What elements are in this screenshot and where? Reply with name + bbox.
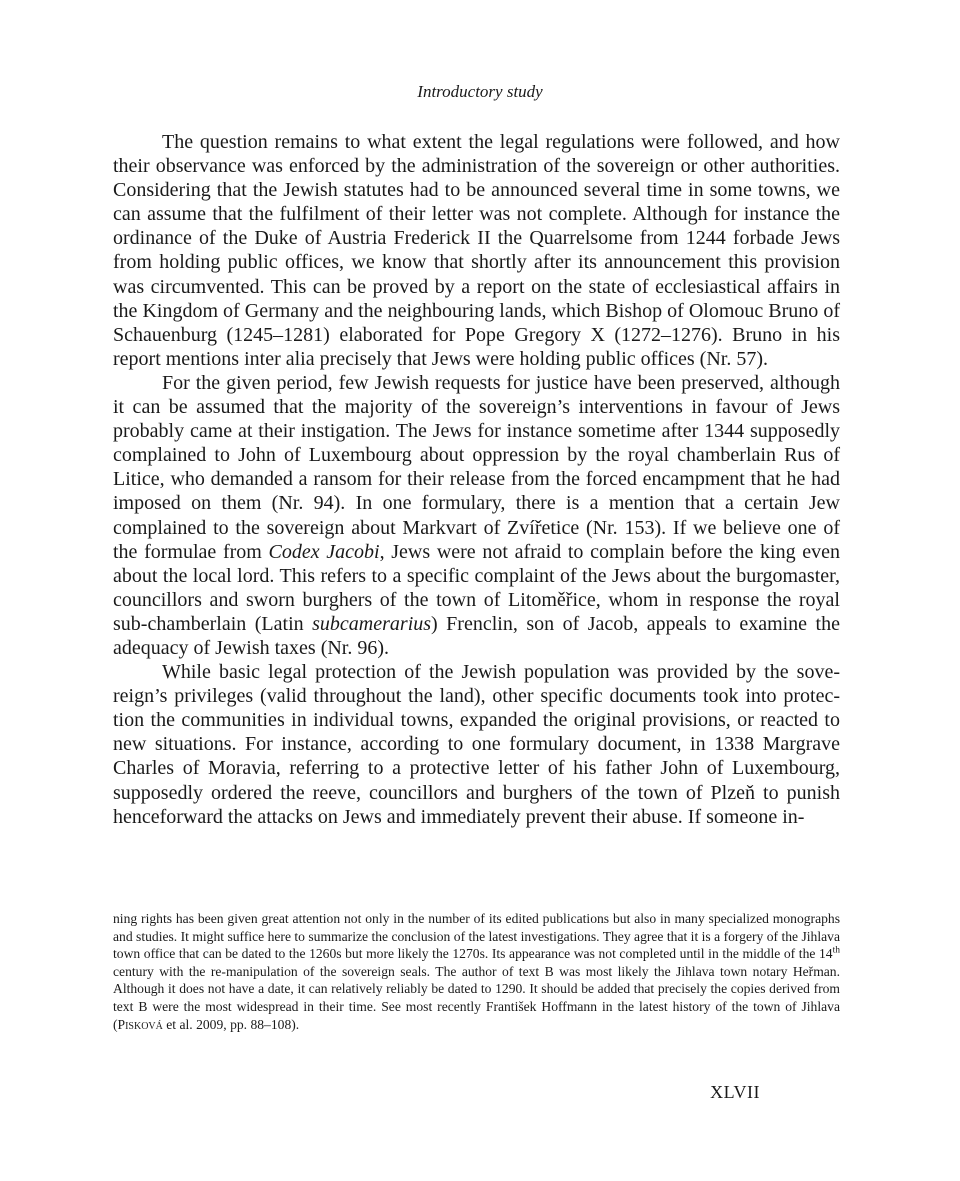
running-head: Introductory study [417, 82, 543, 101]
footnote-text-b: century with the re-manipulation of the sovereign seals. The author of text B was most likely the Jihlava town notary Heřman. Although it does not have a date, it can relatively reliably be dated to 1290. It should be added that precisely the copies derived from text B were the most widespread in their time. See most recently František Hoffmann in the latest history of the town of Jihlava ( [113, 963, 840, 1032]
paragraph-3-text: While basic legal protection of the Jewish population was provided by the sovereign’s privileges (valid throughout the land), other specific documents took into protection the communities in individual towns, expanded the original provisions, or reacted to new situations. For instance, according to one formulary document, in 1338 Margrave Charles of Moravia, referring to a protective letter of his father John of Luxembourg, supposedly ordered the reeve, councillors and burghers of the town of Plzeň to punish henceforward the attacks on Jews and immediately prevent their abuse. If someone in- [113, 661, 840, 828]
paragraph-2-text-c: ) Frenclin, son of Jacob, appeals to examine the adequacy of Jewish taxes (Nr. 96). [113, 612, 840, 659]
footnote-text-c: et al. 2009, pp. 88–108). [162, 1016, 300, 1032]
paragraph-1 [113, 130, 840, 371]
paragraph-2 [113, 371, 840, 660]
footnote-superscript: th [832, 945, 840, 956]
latin-term: subcamerarius [312, 612, 432, 635]
page-number: XLVII [710, 1082, 760, 1102]
paragraph-2-text-a: For the given period, few Jewish requests for justice have been preserved, although it can be assumed that the majority of the sovereign’s interventions in favour of Jews probably came at their instigation. The Jews for instance sometime after 1344 supposedly complained to John of Luxembourg about oppression by the royal chamberlain Rus of Litice, who demanded a ransom for their release from the forced encampment that he had imposed on them (Nr. 94). In one formulary, there is a mention that a certain Jew complained to the sovereign about Markvart of Zvířetice (Nr. 153). If we believe one of the formulae from [113, 371, 840, 563]
footnote-paragraph [113, 910, 840, 1033]
codex-jacobi-title: Codex Jacobi [268, 540, 380, 563]
footnote [113, 910, 840, 1033]
footnote-author-name: Pisková [117, 1016, 163, 1032]
paragraph-2-text-b: , Jews were not afraid to complain before the king even about the local lord. This refers to a specific complaint of the Jews about the burgomaster, councillors and sworn burghers of the town of Litoměřice, whom in response the royal sub-chamberlain (Latin [113, 540, 841, 635]
paragraph-3 [113, 660, 840, 829]
footnote-text-a: ning rights has been given great attention not only in the number of its edited publications but also in many specialized monographs and studies. It might suffice here to summarize the conclusion of the latest investigations. They agree that it is a forgery of the Jihlava town office that can be dated to the 1260s but more likely the 1270s. Its appearance was not completed until in the middle of the 14 [113, 911, 840, 962]
main-text [113, 130, 840, 829]
paragraph-1-text: The question remains to what extent the legal regulations were followed, and how their observance was enforced by the administration of the sovereign or other authorities. Considering that the Jewish statutes had to be announced several time in some towns, we can assume that the fulfilment of their letter was not complete. Although for instance the ordinance of the Duke of Austria Frederick II the Quarrelsome from 1244 forbade Jews from holding public offices, we know that shortly after its announcement this provision was circumvented. This can be proved by a report on the state of ecclesiastical affairs in the Kingdom of Germany and the neighbouring lands, which Bishop of Olomouc Bruno of Schauenburg (1245–1281) elaborated for Pope Gregory X (1272–1276). Bruno in his report mentions inter alia precisely that Jews were holding public offices (Nr. 57). [113, 131, 840, 370]
